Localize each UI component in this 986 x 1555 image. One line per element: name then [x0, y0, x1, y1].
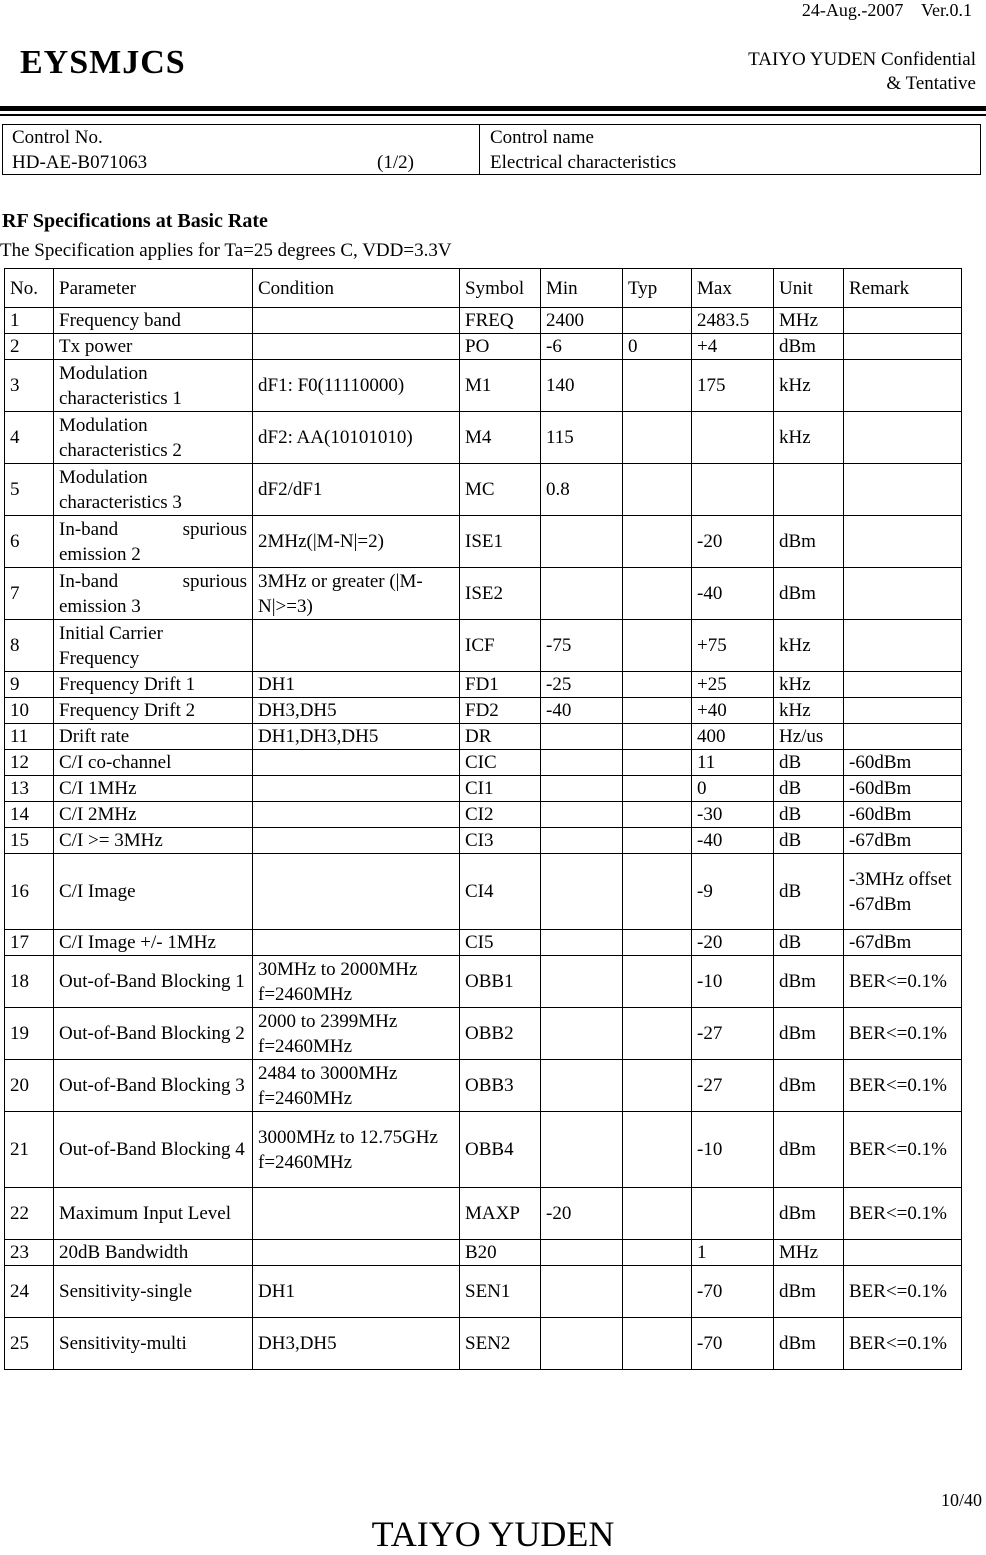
table-row	[5, 802, 962, 828]
cell-typ	[623, 776, 692, 802]
cell-parameter: Out-of-Band Blocking 4	[54, 1112, 253, 1188]
cell-max: -9	[692, 854, 774, 930]
header-remark: Remark	[844, 269, 962, 308]
cell-unit: dBm	[774, 1112, 844, 1188]
cell-max: -10	[692, 956, 774, 1008]
cell-symbol: B20	[460, 1240, 541, 1266]
table-row	[5, 956, 962, 1008]
cell-min: 140	[541, 360, 623, 412]
cell-condition	[253, 828, 460, 854]
cell-parameter: C/I Image	[54, 854, 253, 930]
cell-remark: -67dBm	[844, 930, 962, 956]
cell-no: 8	[5, 620, 54, 672]
cell-typ: 0	[623, 334, 692, 360]
table-row	[5, 1008, 962, 1060]
cell-min	[541, 930, 623, 956]
table-row	[5, 360, 962, 412]
cell-unit: dB	[774, 750, 844, 776]
cell-max: 400	[692, 724, 774, 750]
cell-typ	[623, 1112, 692, 1188]
cell-max: -20	[692, 930, 774, 956]
cell-parameter: Initial Carrier Frequency	[54, 620, 253, 672]
header-typ: Typ	[623, 269, 692, 308]
cell-condition	[253, 854, 460, 930]
cell-max: +4	[692, 334, 774, 360]
cell-typ	[623, 1060, 692, 1112]
cell-remark	[844, 334, 962, 360]
cell-parameter: Out-of-Band Blocking 3	[54, 1060, 253, 1112]
cell-typ	[623, 930, 692, 956]
cell-symbol: M1	[460, 360, 541, 412]
cell-condition	[253, 1240, 460, 1266]
cell-typ	[623, 956, 692, 1008]
cell-min	[541, 828, 623, 854]
cell-max: -40	[692, 828, 774, 854]
cell-unit: dBm	[774, 956, 844, 1008]
header-rule-thick	[0, 106, 986, 111]
cell-condition: DH3,DH5	[253, 698, 460, 724]
control-no-value: HD-AE-B071063	[12, 152, 148, 173]
table-row	[5, 724, 962, 750]
header-condition: Condition	[253, 269, 460, 308]
cell-no: 9	[5, 672, 54, 698]
cell-max: -27	[692, 1060, 774, 1112]
cell-typ	[623, 1240, 692, 1266]
cell-typ	[623, 308, 692, 334]
cell-parameter: C/I 2MHz	[54, 802, 253, 828]
cell-no: 15	[5, 828, 54, 854]
cell-symbol: CI3	[460, 828, 541, 854]
cell-min: -20	[541, 1188, 623, 1240]
cell-parameter: C/I co-channel	[54, 750, 253, 776]
cell-typ	[623, 1266, 692, 1318]
cell-unit: kHz	[774, 360, 844, 412]
cell-min	[541, 1060, 623, 1112]
table-row	[5, 854, 962, 930]
cell-min: 115	[541, 412, 623, 464]
cell-remark: BER<=0.1%	[844, 1188, 962, 1240]
cell-parameter: 20dB Bandwidth	[54, 1240, 253, 1266]
document-brand: EYSMJCS	[20, 44, 186, 81]
table-row	[5, 698, 962, 724]
cell-remark: BER<=0.1%	[844, 1112, 962, 1188]
cell-max: -70	[692, 1318, 774, 1370]
cell-no: 25	[5, 1318, 54, 1370]
cell-unit: dBm	[774, 1008, 844, 1060]
cell-parameter: C/I >= 3MHz	[54, 828, 253, 854]
cell-remark	[844, 516, 962, 568]
cell-no: 16	[5, 854, 54, 930]
cell-parameter: In-band spurious emission 2	[54, 516, 253, 568]
cell-symbol: FD2	[460, 698, 541, 724]
cell-remark	[844, 1240, 962, 1266]
cell-max: 0	[692, 776, 774, 802]
cell-max: 1	[692, 1240, 774, 1266]
cell-remark: BER<=0.1%	[844, 1008, 962, 1060]
cell-unit: kHz	[774, 698, 844, 724]
cell-symbol: SEN1	[460, 1266, 541, 1318]
confidential-line-1: TAIYO YUDEN Confidential	[748, 49, 976, 70]
cell-remark	[844, 360, 962, 412]
cell-condition	[253, 802, 460, 828]
cell-condition	[253, 308, 460, 334]
cell-typ	[623, 854, 692, 930]
cell-max: +25	[692, 672, 774, 698]
cell-max	[692, 1188, 774, 1240]
cell-min	[541, 568, 623, 620]
cell-min: -25	[541, 672, 623, 698]
cell-no: 1	[5, 308, 54, 334]
cell-parameter: Sensitivity-multi	[54, 1318, 253, 1370]
cell-max: 175	[692, 360, 774, 412]
cell-symbol: OBB3	[460, 1060, 541, 1112]
confidential-line-2: & Tentative	[886, 73, 976, 94]
cell-no: 13	[5, 776, 54, 802]
cell-typ	[623, 828, 692, 854]
cell-min: -40	[541, 698, 623, 724]
cell-remark	[844, 620, 962, 672]
cell-unit: kHz	[774, 620, 844, 672]
cell-symbol: CIC	[460, 750, 541, 776]
cell-unit: dBm	[774, 1188, 844, 1240]
cell-unit: MHz	[774, 308, 844, 334]
table-row	[5, 1318, 962, 1370]
cell-no: 23	[5, 1240, 54, 1266]
cell-typ	[623, 698, 692, 724]
table-row	[5, 1266, 962, 1318]
cell-remark: -60dBm	[844, 802, 962, 828]
header-rule-thin	[0, 114, 986, 116]
cell-unit: dBm	[774, 1318, 844, 1370]
cell-typ	[623, 1188, 692, 1240]
cell-unit	[774, 464, 844, 516]
cell-remark	[844, 464, 962, 516]
cell-unit: dBm	[774, 516, 844, 568]
cell-condition	[253, 776, 460, 802]
cell-typ	[623, 1008, 692, 1060]
cell-condition: dF1: F0(11110000)	[253, 360, 460, 412]
cell-symbol: ISE2	[460, 568, 541, 620]
cell-condition: 2000 to 2399MHz f=2460MHz	[253, 1008, 460, 1060]
cell-condition: 2MHz(|M-N|=2)	[253, 516, 460, 568]
cell-min	[541, 1112, 623, 1188]
cell-min	[541, 802, 623, 828]
cell-unit: dB	[774, 854, 844, 930]
cell-min	[541, 1008, 623, 1060]
cell-symbol: CI4	[460, 854, 541, 930]
cell-typ	[623, 672, 692, 698]
cell-typ	[623, 464, 692, 516]
cell-symbol: SEN2	[460, 1318, 541, 1370]
cell-parameter: C/I Image +/- 1MHz	[54, 930, 253, 956]
table-row	[5, 930, 962, 956]
cell-min	[541, 1318, 623, 1370]
cell-max	[692, 464, 774, 516]
cell-min	[541, 956, 623, 1008]
cell-condition: dF2: AA(10101010)	[253, 412, 460, 464]
cell-typ	[623, 620, 692, 672]
cell-unit: dB	[774, 930, 844, 956]
cell-typ	[623, 802, 692, 828]
cell-typ	[623, 412, 692, 464]
table-row	[5, 412, 962, 464]
cell-condition: 3MHz or greater (|M-N|>=3)	[253, 568, 460, 620]
header-no: No.	[5, 269, 54, 308]
section-title: RF Specifications at Basic Rate	[2, 210, 268, 232]
cell-min: 0.8	[541, 464, 623, 516]
cell-max: -70	[692, 1266, 774, 1318]
cell-unit: dB	[774, 802, 844, 828]
cell-max: 11	[692, 750, 774, 776]
cell-parameter: Maximum Input Level	[54, 1188, 253, 1240]
cell-typ	[623, 360, 692, 412]
cell-condition: DH3,DH5	[253, 1318, 460, 1370]
cell-remark	[844, 698, 962, 724]
cell-max: 2483.5	[692, 308, 774, 334]
cell-condition: 2484 to 3000MHz f=2460MHz	[253, 1060, 460, 1112]
cell-typ	[623, 516, 692, 568]
cell-condition: DH1	[253, 1266, 460, 1318]
cell-unit: dBm	[774, 1060, 844, 1112]
cell-remark: -60dBm	[844, 750, 962, 776]
cell-no: 18	[5, 956, 54, 1008]
control-name-label: Control name	[490, 127, 594, 148]
cell-symbol: OBB1	[460, 956, 541, 1008]
cell-symbol: FD1	[460, 672, 541, 698]
cell-parameter: Out-of-Band Blocking 2	[54, 1008, 253, 1060]
table-row	[5, 1112, 962, 1188]
cell-remark	[844, 568, 962, 620]
control-name-value: Electrical characteristics	[490, 152, 677, 173]
footer-company: TAIYO YUDEN	[371, 1514, 615, 1554]
cell-condition: DH1	[253, 672, 460, 698]
table-row	[5, 776, 962, 802]
cell-min: 2400	[541, 308, 623, 334]
cell-symbol: PO	[460, 334, 541, 360]
cell-min	[541, 1240, 623, 1266]
cell-max: -10	[692, 1112, 774, 1188]
cell-min	[541, 776, 623, 802]
cell-unit: dBm	[774, 334, 844, 360]
cell-condition	[253, 750, 460, 776]
control-no-label: Control No.	[12, 127, 103, 148]
cell-unit: kHz	[774, 412, 844, 464]
cell-condition	[253, 930, 460, 956]
table-row	[5, 516, 962, 568]
cell-remark: -60dBm	[844, 776, 962, 802]
cell-min	[541, 724, 623, 750]
cell-symbol: CI5	[460, 930, 541, 956]
cell-unit: kHz	[774, 672, 844, 698]
cell-condition: DH1,DH3,DH5	[253, 724, 460, 750]
cell-parameter: Out-of-Band Blocking 1	[54, 956, 253, 1008]
cell-max: -40	[692, 568, 774, 620]
cell-min	[541, 750, 623, 776]
cell-typ	[623, 724, 692, 750]
cell-no: 7	[5, 568, 54, 620]
table-row	[5, 334, 962, 360]
cell-symbol: M4	[460, 412, 541, 464]
cell-max: -20	[692, 516, 774, 568]
cell-unit: dB	[774, 828, 844, 854]
cell-parameter: Modulation characteristics 2	[54, 412, 253, 464]
cell-parameter: Frequency Drift 2	[54, 698, 253, 724]
cell-symbol: MC	[460, 464, 541, 516]
cell-parameter: Frequency Drift 1	[54, 672, 253, 698]
cell-remark: BER<=0.1%	[844, 1266, 962, 1318]
cell-no: 12	[5, 750, 54, 776]
date-version: 24-Aug.-2007 Ver.0.1	[801, 0, 972, 20]
cell-no: 5	[5, 464, 54, 516]
cell-min: -6	[541, 334, 623, 360]
cell-no: 4	[5, 412, 54, 464]
spec-table	[4, 268, 962, 1370]
cell-min	[541, 516, 623, 568]
cell-symbol: FREQ	[460, 308, 541, 334]
cell-remark	[844, 724, 962, 750]
cell-no: 3	[5, 360, 54, 412]
confidentiality-notice	[748, 48, 976, 96]
table-row	[5, 828, 962, 854]
cell-remark: BER<=0.1%	[844, 1318, 962, 1370]
cell-parameter: Drift rate	[54, 724, 253, 750]
cell-condition: 3000MHz to 12.75GHz f=2460MHz	[253, 1112, 460, 1188]
table-row	[5, 308, 962, 334]
cell-no: 6	[5, 516, 54, 568]
cell-no: 19	[5, 1008, 54, 1060]
header-parameter: Parameter	[54, 269, 253, 308]
cell-condition: 30MHz to 2000MHz f=2460MHz	[253, 956, 460, 1008]
cell-min: -75	[541, 620, 623, 672]
cell-remark	[844, 412, 962, 464]
page-number: 10/40	[940, 1490, 982, 1510]
cell-typ	[623, 1318, 692, 1370]
cell-condition: dF2/dF1	[253, 464, 460, 516]
cell-max	[692, 412, 774, 464]
applies-note: The Specification applies for Ta=25 degrees C, VDD=3.3V	[0, 240, 452, 261]
cell-no: 20	[5, 1060, 54, 1112]
table-row	[5, 620, 962, 672]
cell-unit: dB	[774, 776, 844, 802]
cell-no: 10	[5, 698, 54, 724]
cell-max: -27	[692, 1008, 774, 1060]
cell-min	[541, 854, 623, 930]
cell-no: 17	[5, 930, 54, 956]
cell-remark: BER<=0.1%	[844, 956, 962, 1008]
cell-unit: MHz	[774, 1240, 844, 1266]
control-box	[2, 124, 981, 175]
table-row	[5, 464, 962, 516]
cell-symbol: ICF	[460, 620, 541, 672]
cell-unit: dBm	[774, 1266, 844, 1318]
header-symbol: Symbol	[460, 269, 541, 308]
cell-symbol: CI2	[460, 802, 541, 828]
cell-remark: -67dBm	[844, 828, 962, 854]
cell-unit: dBm	[774, 568, 844, 620]
cell-symbol: MAXP	[460, 1188, 541, 1240]
cell-no: 22	[5, 1188, 54, 1240]
cell-unit: Hz/us	[774, 724, 844, 750]
header-unit: Unit	[774, 269, 844, 308]
table-header-row	[5, 269, 962, 308]
table-row	[5, 750, 962, 776]
table-row	[5, 1060, 962, 1112]
control-page-part: (1/2)	[377, 152, 414, 173]
cell-no: 21	[5, 1112, 54, 1188]
control-divider	[479, 125, 480, 174]
cell-remark	[844, 308, 962, 334]
header-max: Max	[692, 269, 774, 308]
cell-symbol: ISE1	[460, 516, 541, 568]
cell-parameter: Modulation characteristics 1	[54, 360, 253, 412]
cell-parameter: Tx power	[54, 334, 253, 360]
cell-symbol: CI1	[460, 776, 541, 802]
cell-parameter: Modulation characteristics 3	[54, 464, 253, 516]
cell-max: +40	[692, 698, 774, 724]
cell-parameter: C/I 1MHz	[54, 776, 253, 802]
cell-max: +75	[692, 620, 774, 672]
table-row	[5, 568, 962, 620]
cell-typ	[623, 750, 692, 776]
cell-parameter: Frequency band	[54, 308, 253, 334]
table-row	[5, 1240, 962, 1266]
cell-max: -30	[692, 802, 774, 828]
cell-condition	[253, 1188, 460, 1240]
cell-symbol: OBB4	[460, 1112, 541, 1188]
cell-symbol: DR	[460, 724, 541, 750]
cell-parameter: Sensitivity-single	[54, 1266, 253, 1318]
table-row	[5, 672, 962, 698]
cell-no: 11	[5, 724, 54, 750]
cell-remark: -3MHz offset -67dBm	[844, 854, 962, 930]
cell-no: 14	[5, 802, 54, 828]
cell-no: 24	[5, 1266, 54, 1318]
cell-remark: BER<=0.1%	[844, 1060, 962, 1112]
cell-remark	[844, 672, 962, 698]
cell-typ	[623, 568, 692, 620]
header-min: Min	[541, 269, 623, 308]
cell-no: 2	[5, 334, 54, 360]
cell-condition	[253, 620, 460, 672]
cell-condition	[253, 334, 460, 360]
cell-min	[541, 1266, 623, 1318]
cell-symbol: OBB2	[460, 1008, 541, 1060]
table-row	[5, 1188, 962, 1240]
cell-parameter: In-band spurious emission 3	[54, 568, 253, 620]
